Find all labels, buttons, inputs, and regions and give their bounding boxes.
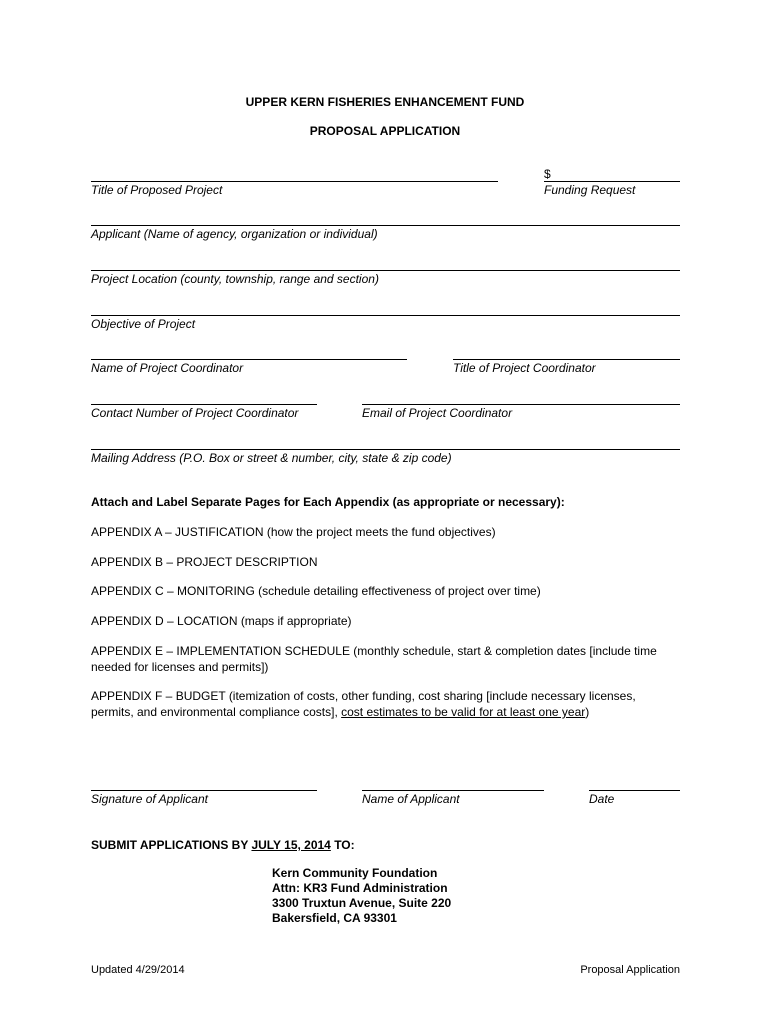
mailing-address-line[interactable]	[91, 449, 680, 450]
submit-deadline: JULY 15, 2014	[251, 838, 331, 852]
appendix-heading: Attach and Label Separate Pages for Each Appendix (as appropriate or necessary):	[91, 495, 565, 509]
mailing-address-label: Mailing Address (P.O. Box or street & number, city, state & zip code)	[91, 451, 452, 465]
signature-line[interactable]	[91, 790, 317, 791]
signature-label: Signature of Applicant	[91, 792, 208, 806]
appendix-c: APPENDIX C – MONITORING (schedule detailing effectiveness of project over time)	[91, 584, 541, 598]
appendix-f-underlined: cost estimates to be valid for at least one year	[341, 705, 586, 719]
applicant-line[interactable]	[91, 225, 680, 226]
updated-date: Updated 4/29/2014	[91, 964, 185, 976]
coordinator-email-line[interactable]	[362, 404, 680, 405]
project-title-line[interactable]	[91, 181, 498, 182]
submit-suffix: TO:	[330, 838, 355, 852]
appendix-a: APPENDIX A – JUSTIFICATION (how the project meets the fund objectives)	[91, 525, 496, 539]
appendix-b: APPENDIX B – PROJECT DESCRIPTION	[91, 555, 318, 569]
applicant-name-label: Name of Applicant	[362, 792, 460, 806]
appendix-d: APPENDIX D – LOCATION (maps if appropriate)	[91, 614, 352, 628]
coordinator-contact-label: Contact Number of Project Coordinator	[91, 406, 299, 420]
date-label: Date	[589, 792, 615, 806]
submit-prefix: SUBMIT APPLICATIONS BY	[91, 838, 252, 852]
appendix-f	[91, 688, 681, 720]
project-location-label: Project Location (county, township, range and section)	[91, 272, 379, 286]
coordinator-contact-line[interactable]	[91, 404, 317, 405]
address-line-3: 3300 Truxtun Avenue, Suite 220	[272, 896, 452, 910]
appendix-e: APPENDIX E – IMPLEMENTATION SCHEDULE (monthly schedule, start & completion dates [include time needed for licenses and permits])	[91, 644, 657, 674]
date-line[interactable]	[589, 790, 680, 791]
applicant-name-line[interactable]	[362, 790, 544, 791]
coordinator-name-label: Name of Project Coordinator	[91, 361, 244, 375]
address-line-2: Attn: KR3 Fund Administration	[272, 881, 448, 895]
submit-instructions	[91, 837, 691, 853]
applicant-label: Applicant (Name of agency, organization or individual)	[91, 227, 378, 241]
address-block	[272, 866, 451, 926]
funding-request-line[interactable]	[544, 181, 680, 182]
appendix-f-end: )	[585, 705, 590, 719]
objective-line[interactable]	[91, 315, 680, 316]
document-subtitle: PROPOSAL APPLICATION	[309, 124, 461, 138]
dollar-sign: $	[544, 167, 551, 181]
coordinator-name-line[interactable]	[91, 359, 407, 360]
project-title-label: Title of Proposed Project	[91, 183, 223, 197]
coordinator-title-label: Title of Project Coordinator	[453, 361, 596, 375]
funding-request-label: Funding Request	[544, 183, 636, 197]
objective-label: Objective of Project	[91, 317, 196, 331]
coordinator-email-label: Email of Project Coordinator	[362, 406, 513, 420]
appendix-f-main: APPENDIX F – BUDGET (itemization of costs, other funding, cost sharing [include necessary licenses, permits, and environmental compliance costs],	[91, 689, 636, 719]
footer-doc-name: Proposal Application	[580, 964, 680, 976]
address-line-1: Kern Community Foundation	[272, 866, 438, 880]
document-title: UPPER KERN FISHERIES ENHANCEMENT FUND	[245, 95, 525, 109]
coordinator-title-line[interactable]	[453, 359, 680, 360]
address-line-4: Bakersfield, CA 93301	[272, 911, 397, 925]
project-location-line[interactable]	[91, 270, 680, 271]
